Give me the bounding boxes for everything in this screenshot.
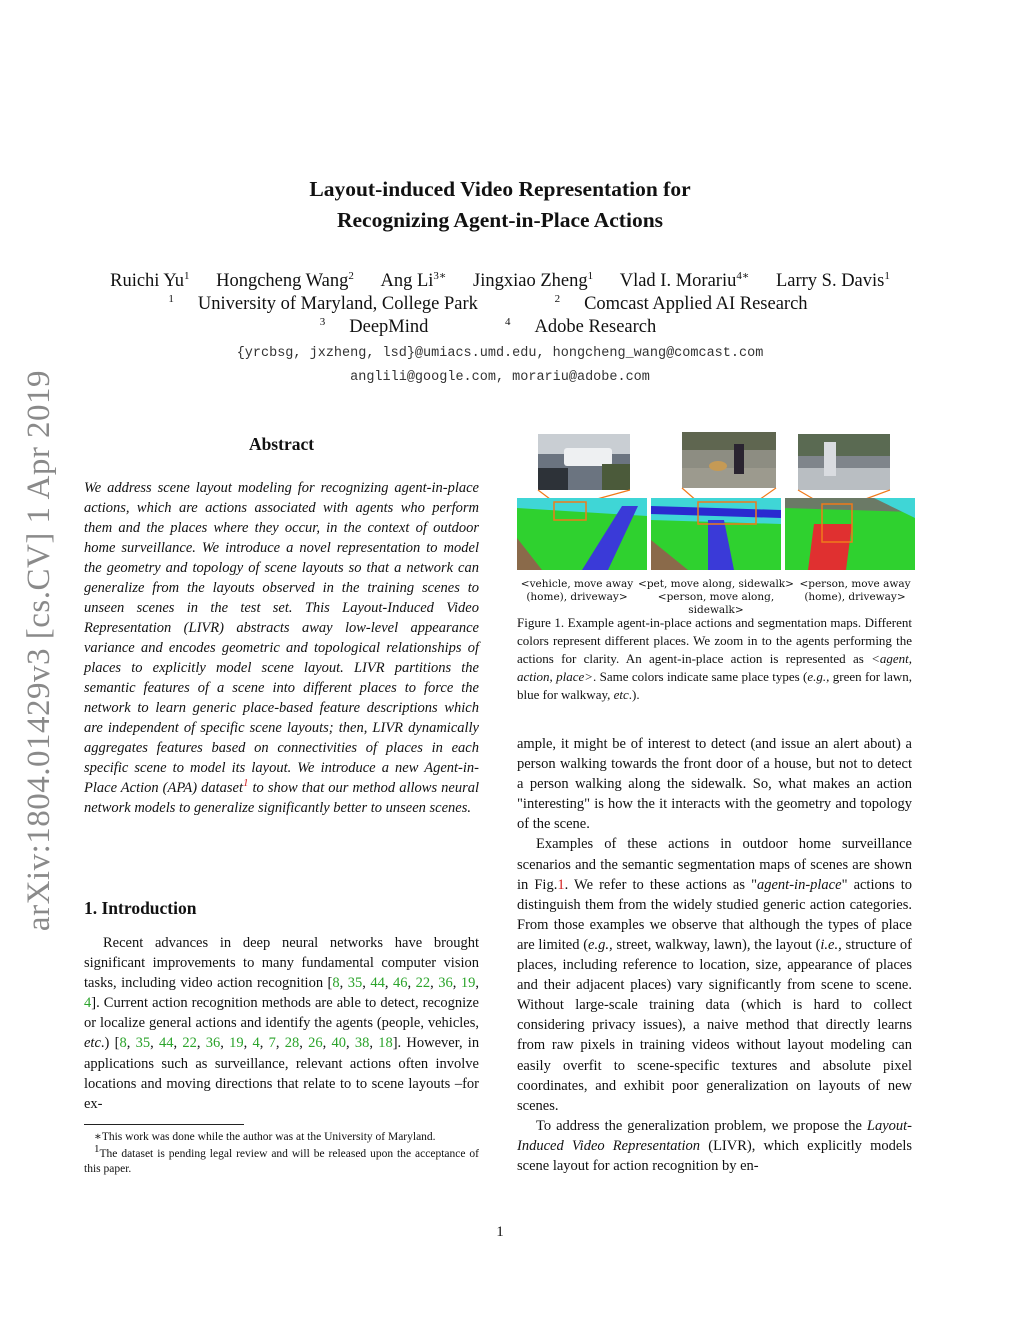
segmentation-map-2 (651, 498, 781, 570)
author: Larry S. Davis$^1$ (775, 269, 890, 291)
figure-label-3: <person, move away (home), driveway> (799, 578, 911, 603)
zoom-crop-vehicle (538, 434, 630, 490)
zoom-crop-person (798, 434, 890, 490)
segmentation-map-3 (785, 498, 915, 570)
affiliations-row-1 (0, 293, 1000, 316)
figure-1-caption: Figure 1. Example agent-in-place actions and segmentation maps. Different colors represent different places. We zoom in to the agents performing the actions for clarity. An agent-in-place action is represented as <agent, action, place>. Same colors indicate same place types (e.g., green for lawn, blue for walkway, etc.). (517, 615, 912, 702)
arxiv-stamp (20, 360, 60, 940)
citation: 36 (438, 975, 453, 992)
intro-paragraph: Recent advances in deep neural networks have brought significant improvements to many fundamental computer vision tasks, including video action recognition [8, 35, 44, 46, 22, 36, 19, 4]. Current action recognition methods are able to detect, recognize or localize general actions and identify the agents (people, vehicles, etc.) [8, 35, 44, 22, 36, 19, 4, 7, 28, 26, 40, 38, 18]. However, in applications such as surveillance, relevant actions often involve locations and moving directions that relate to to scene layouts –for ex- (84, 935, 480, 1112)
paragraph: ample, it might be of interest to detect (and issue an alert about) a person walking towards the front door of a house, but not to detect a person walking along the sidewalk. So, what makes an action "interesting" is how the it interacts with the geometry and topology of the scene. (517, 736, 912, 833)
author: Vlad I. Morariu$^{4∗}$ (619, 269, 750, 291)
citation: 19 (460, 975, 476, 992)
footnote-rule (84, 1124, 244, 1125)
affiliation: $^3$ DeepMind (319, 315, 429, 337)
citation: 38 (354, 1035, 370, 1052)
footnotes (84, 1130, 479, 1179)
figure-label-2: <pet, move along, sidewalk> <person, move along, sidewalk> (638, 578, 794, 616)
paper-title (0, 174, 1000, 236)
affiliation: $^1$ University of Maryland, College Park (168, 292, 478, 314)
title-line-2: Recognizing Agent-in-Place Actions (336, 208, 664, 232)
emails-line-2: anglili@google.com, morariu@adobe.com (350, 370, 650, 385)
paragraph: Examples of these actions in outdoor home surveillance scenarios and the semantic segmentation maps of scenes are shown in Fig.1. We refer to these actions as "agent-in-place" actions to distinguish them from the widely studied generic action categories. From those examples we observe that although the types of place are limited (e.g., street, walkway, lawn), the layout (i.e., structure of places, including reference to location, size, appearance of places and their adjacent places) vary significantly from scene to scene. Without large-scale training data (which is hard to collect considering privacy issues), a naive method that directly learns from raw pixels in training videos without layout modeling can easily overfit to scene-specific textures and absolute pixel coordinates, and exhibit poor generalization on layouts of new scenes. (517, 836, 912, 1114)
citation: 4 (84, 995, 92, 1012)
page-number: 1 (496, 1224, 504, 1240)
footnote-marker: 1 (242, 777, 249, 790)
citation: 8 (119, 1035, 127, 1052)
author: Ruichi Yu$^1$ (110, 269, 190, 291)
abstract-body: We address scene layout modeling for recognizing agent-in-place actions, which are actions associated with agents who perform them and the places where they occur, in the context of outdoor home surveillance. We introduce a novel representation to model the geometry and topology of scene layouts so that a network can generalize from the layouts observed in the training scenes to unseen scenes in the test set. This Layout-Induced Video Representation (LIVR) abstracts away low-level appearance variance and encodes geometric and topological relationships of places to explicitly model scene layout. LIVR partitions the semantic features of a scene into different places to force the network to learn generic place-based feature descriptions which are independent of specific scene layouts; then, LIVR dynamically aggregates features based on connectivities of places in each specific scene to model its layout. We introduce a new Agent-in-Place Action (APA) dataset$^1$ to show that our method allows neural network models to generalize significantly better to unseen scenes. (84, 480, 479, 816)
citation: 44 (158, 1035, 174, 1052)
abstract-heading: Abstract (248, 434, 315, 454)
citation: 40 (331, 1035, 346, 1052)
arxiv-id: arXiv:1804.01429v3 [cs.CV] 1 Apr 2019 (21, 369, 58, 931)
citation: 28 (284, 1035, 300, 1052)
citation: 7 (268, 1035, 276, 1052)
citation: 35 (347, 975, 363, 992)
citation: 22 (182, 1035, 197, 1052)
author: Hongcheng Wang$^2$ (216, 269, 354, 291)
title-line-1: Layout-induced Video Representation for (309, 177, 691, 201)
citation: 35 (135, 1035, 151, 1052)
segmentation-map-1 (517, 498, 647, 570)
citation: 22 (415, 975, 431, 992)
citation: 26 (308, 1035, 323, 1052)
affiliations-row-2 (0, 316, 1000, 339)
citation: 44 (370, 975, 385, 992)
citation: 19 (229, 1035, 244, 1052)
citation: 18 (378, 1035, 393, 1052)
paragraph: To address the generalization problem, we propose the Layout-Induced Video Representation (LIVR), which explicitly models scene layout for action recognition by en- (517, 1117, 912, 1174)
author-block (0, 270, 1000, 339)
citation: 4 (252, 1035, 260, 1052)
citation: 46 (393, 975, 408, 992)
author-list (0, 270, 1000, 293)
footnote-1: ∗This work was done while the author was at the University of Maryland. (94, 1131, 436, 1143)
figure-label-1: <vehicle, move away (home), driveway> (520, 578, 634, 603)
figure-ref: 1 (557, 876, 565, 893)
zoom-crop-pet (682, 432, 776, 488)
author: Ang $Li^{3∗}$ (380, 269, 447, 291)
citation: 36 (205, 1035, 221, 1052)
affiliation: $^4$ Adobe Research (505, 315, 657, 337)
footnote-2: $^1$The dataset is pending legal review and will be released upon the acceptance of this paper. (84, 1143, 479, 1175)
author: Jingxiao Zheng$^1$ (473, 269, 594, 291)
affiliation: $^2$ Comcast Applied AI Research (554, 292, 808, 314)
intro-heading: 1. Introduction (84, 898, 197, 918)
right-column-body (517, 734, 912, 1176)
citation: 8 (332, 975, 340, 992)
emails-line-1: {yrcbsg, jxzheng, lsd}@umiacs.umd.edu, hongcheng_wang@comcast.com (236, 346, 764, 361)
